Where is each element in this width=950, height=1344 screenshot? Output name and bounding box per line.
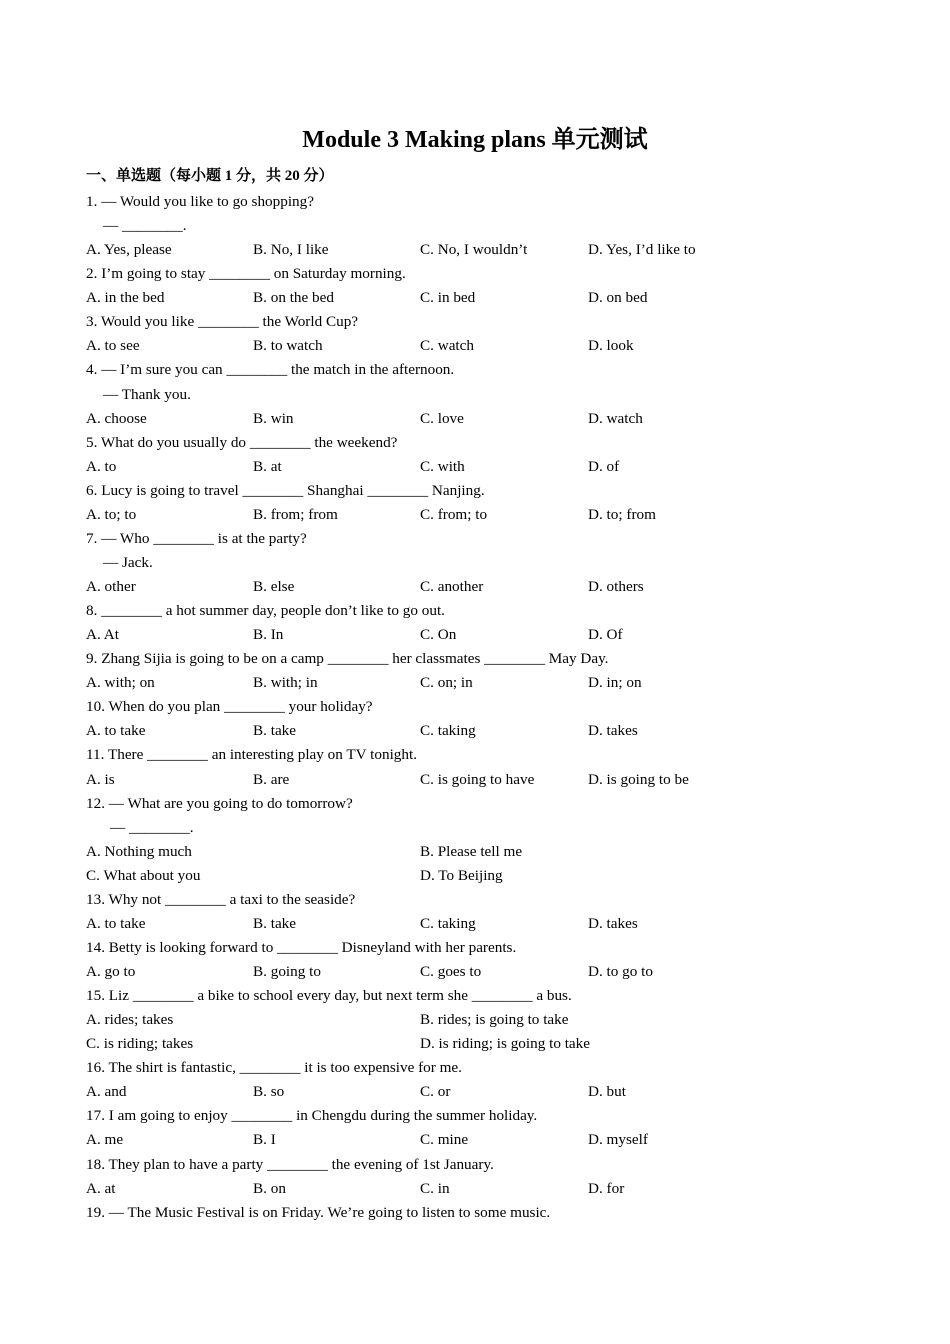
answer-option[interactable]: B. take [253,914,297,932]
question-reply: — Jack. [103,553,153,571]
answer-option[interactable]: B. Please tell me [420,842,523,860]
answer-option[interactable]: B. else [253,578,295,595]
question-stem: 18. They plan to have a party ________ the evening of 1st January. [86,1155,494,1173]
answer-option[interactable]: C. in [420,1179,450,1197]
question-reply: — Thank you. [103,385,191,403]
options-row [86,575,886,599]
question-stem: 1. — Would you like to go shopping? [86,193,314,210]
answer-option[interactable]: B. take [253,722,297,740]
options-row [86,864,886,888]
options-row [86,623,886,647]
answer-option[interactable]: B. from; from [253,505,338,523]
answer-option[interactable]: A. Nothing much [86,842,192,860]
question-reply: — ________. [110,818,194,836]
answer-option[interactable]: D. is riding; is going to take [420,1035,591,1053]
answer-option[interactable]: D. of [588,457,620,475]
options-row [86,840,886,864]
question-stem: 6. Lucy is going to travel ________ Shanghai ________ Nanjing. [86,481,485,499]
answer-option[interactable]: B. are [253,770,290,788]
answer-option[interactable]: D. myself [588,1131,648,1149]
answer-option[interactable]: A. to take [86,914,146,932]
answer-option[interactable]: C. On [420,626,457,644]
answer-option[interactable]: B. on [253,1179,286,1197]
answer-option[interactable]: A. rides; takes [86,1011,174,1029]
question-stem: 14. Betty is looking forward to ________ Disneyland with her parents. [86,938,517,956]
question-stem: 11. There ________ an interesting play on TV tonight. [86,746,417,764]
answer-option[interactable]: C. is riding; takes [86,1035,194,1053]
options-row [86,238,886,262]
answer-option[interactable]: C. What about you [86,866,201,884]
answer-option[interactable]: C. goes to [420,963,482,980]
answer-option[interactable]: D. is going to be [588,770,689,788]
answer-option[interactable]: D. To Beijing [420,866,503,884]
question-stem: 9. Zhang Sijia is going to be on a camp ________ her classmates ________ May Day. [86,650,609,668]
answer-option[interactable]: D. for [588,1179,625,1197]
answer-option[interactable]: A. and [86,1083,127,1101]
answer-option[interactable]: C. or [420,1083,451,1101]
answer-option[interactable]: B. No, I like [253,241,329,259]
page-title: Module 3 Making plans 单元测试 [302,127,648,153]
question-stem: 16. The shirt is fantastic, ________ it is too expensive for me. [86,1059,462,1077]
question-stem: 4. — I’m sure you can ________ the match in the afternoon. [86,361,455,379]
question-stem: 19. — The Music Festival is on Friday. We’re going to listen to some music. [86,1203,551,1221]
answer-option[interactable]: A. Yes, please [86,241,172,259]
question-stem: 15. Liz ________ a bike to school every day, but next term she ________ a bus. [86,987,572,1005]
answer-option[interactable]: B. I [253,1131,276,1149]
options-row [86,503,886,527]
answer-option[interactable]: D. Of [588,626,623,644]
question-reply: — ________. [103,217,187,235]
options-row [86,960,886,984]
answer-option[interactable]: B. rides; is going to take [420,1011,569,1029]
answer-option[interactable]: D. but [588,1083,626,1101]
options-row [86,407,886,431]
options-row [86,334,886,358]
question-list [86,190,886,1225]
section-heading: 一、单选题（每小题 1 分，共 20 分） [86,168,334,184]
answer-option[interactable]: C. in bed [420,289,476,307]
answer-option[interactable]: D. on bed [588,289,648,307]
options-row [86,1080,886,1104]
question-stem: 13. Why not ________ a taxi to the seaside? [86,890,356,908]
answer-option[interactable]: D. look [588,337,634,355]
answer-option[interactable]: A. is [86,770,115,788]
answer-option[interactable]: A. At [86,626,119,644]
answer-option[interactable]: A. to take [86,722,146,740]
question-stem: 12. — What are you going to do tomorrow? [86,794,353,812]
answer-option[interactable]: C. another [420,578,484,595]
question-stem: 3. Would you like ________ the World Cup? [86,313,359,331]
options-row [86,1128,886,1152]
answer-option[interactable]: B. going to [253,963,321,980]
question-stem: 7. — Who ________ is at the party? [86,529,307,547]
question-stem: 8. ________ a hot summer day, people don’t like to go out. [86,602,445,620]
answer-option[interactable]: A. me [86,1131,124,1149]
answer-option[interactable]: D. to; from [588,505,656,523]
answer-option[interactable]: B. with; in [253,674,318,692]
answer-option[interactable]: B. on the bed [253,289,334,307]
answer-option[interactable]: A. go to [86,963,136,980]
answer-option[interactable]: A. at [86,1179,116,1197]
answer-option[interactable]: D. others [588,578,644,595]
options-row [86,671,886,695]
options-row [86,768,886,792]
question-stem: 10. When do you plan ________ your holiday? [86,698,373,716]
answer-option[interactable]: C. watch [420,337,474,355]
answer-option[interactable]: C. on; in [420,674,473,692]
options-row [86,286,886,310]
question-stem: 2. I’m going to stay ________ on Saturday morning. [86,265,406,283]
question-stem: 17. I am going to enjoy ________ in Chengdu during the summer holiday. [86,1107,538,1125]
answer-option[interactable]: A. to [86,457,117,475]
answer-option[interactable]: A. to see [86,337,140,355]
answer-option[interactable]: B. so [253,1083,285,1101]
options-row [86,719,886,743]
answer-option[interactable]: C. mine [420,1131,469,1149]
answer-option[interactable]: A. choose [86,409,147,427]
options-row [86,1008,886,1032]
answer-option[interactable]: C. is going to have [420,770,535,788]
options-row [86,1032,886,1056]
answer-option[interactable]: B. In [253,626,284,644]
answer-option[interactable]: D. takes [588,914,638,932]
answer-option[interactable]: A. other [86,578,136,595]
answer-option[interactable]: D. takes [588,722,638,740]
answer-option[interactable]: D. Yes, I’d like to [588,241,696,259]
answer-option[interactable]: B. win [253,409,294,427]
options-row [86,1177,886,1201]
options-row [86,455,886,479]
answer-option[interactable]: D. watch [588,409,643,427]
answer-option[interactable]: C. No, I wouldn’t [420,241,528,259]
answer-option[interactable]: C. taking [420,914,476,932]
answer-option[interactable]: D. to go to [588,963,653,980]
answer-option[interactable]: C. from; to [420,505,488,523]
answer-option[interactable]: C. love [420,409,464,427]
answer-option[interactable]: C. with [420,457,465,475]
answer-option[interactable]: A. with; on [86,674,155,692]
answer-option[interactable]: B. at [253,457,282,475]
answer-option[interactable]: C. taking [420,722,476,740]
answer-option[interactable]: A. to; to [86,505,137,523]
question-stem: 5. What do you usually do ________ the weekend? [86,433,398,451]
answer-option[interactable]: D. in; on [588,674,642,692]
answer-option[interactable]: B. to watch [253,337,323,355]
options-row [86,912,886,936]
answer-option[interactable]: A. in the bed [86,289,165,307]
